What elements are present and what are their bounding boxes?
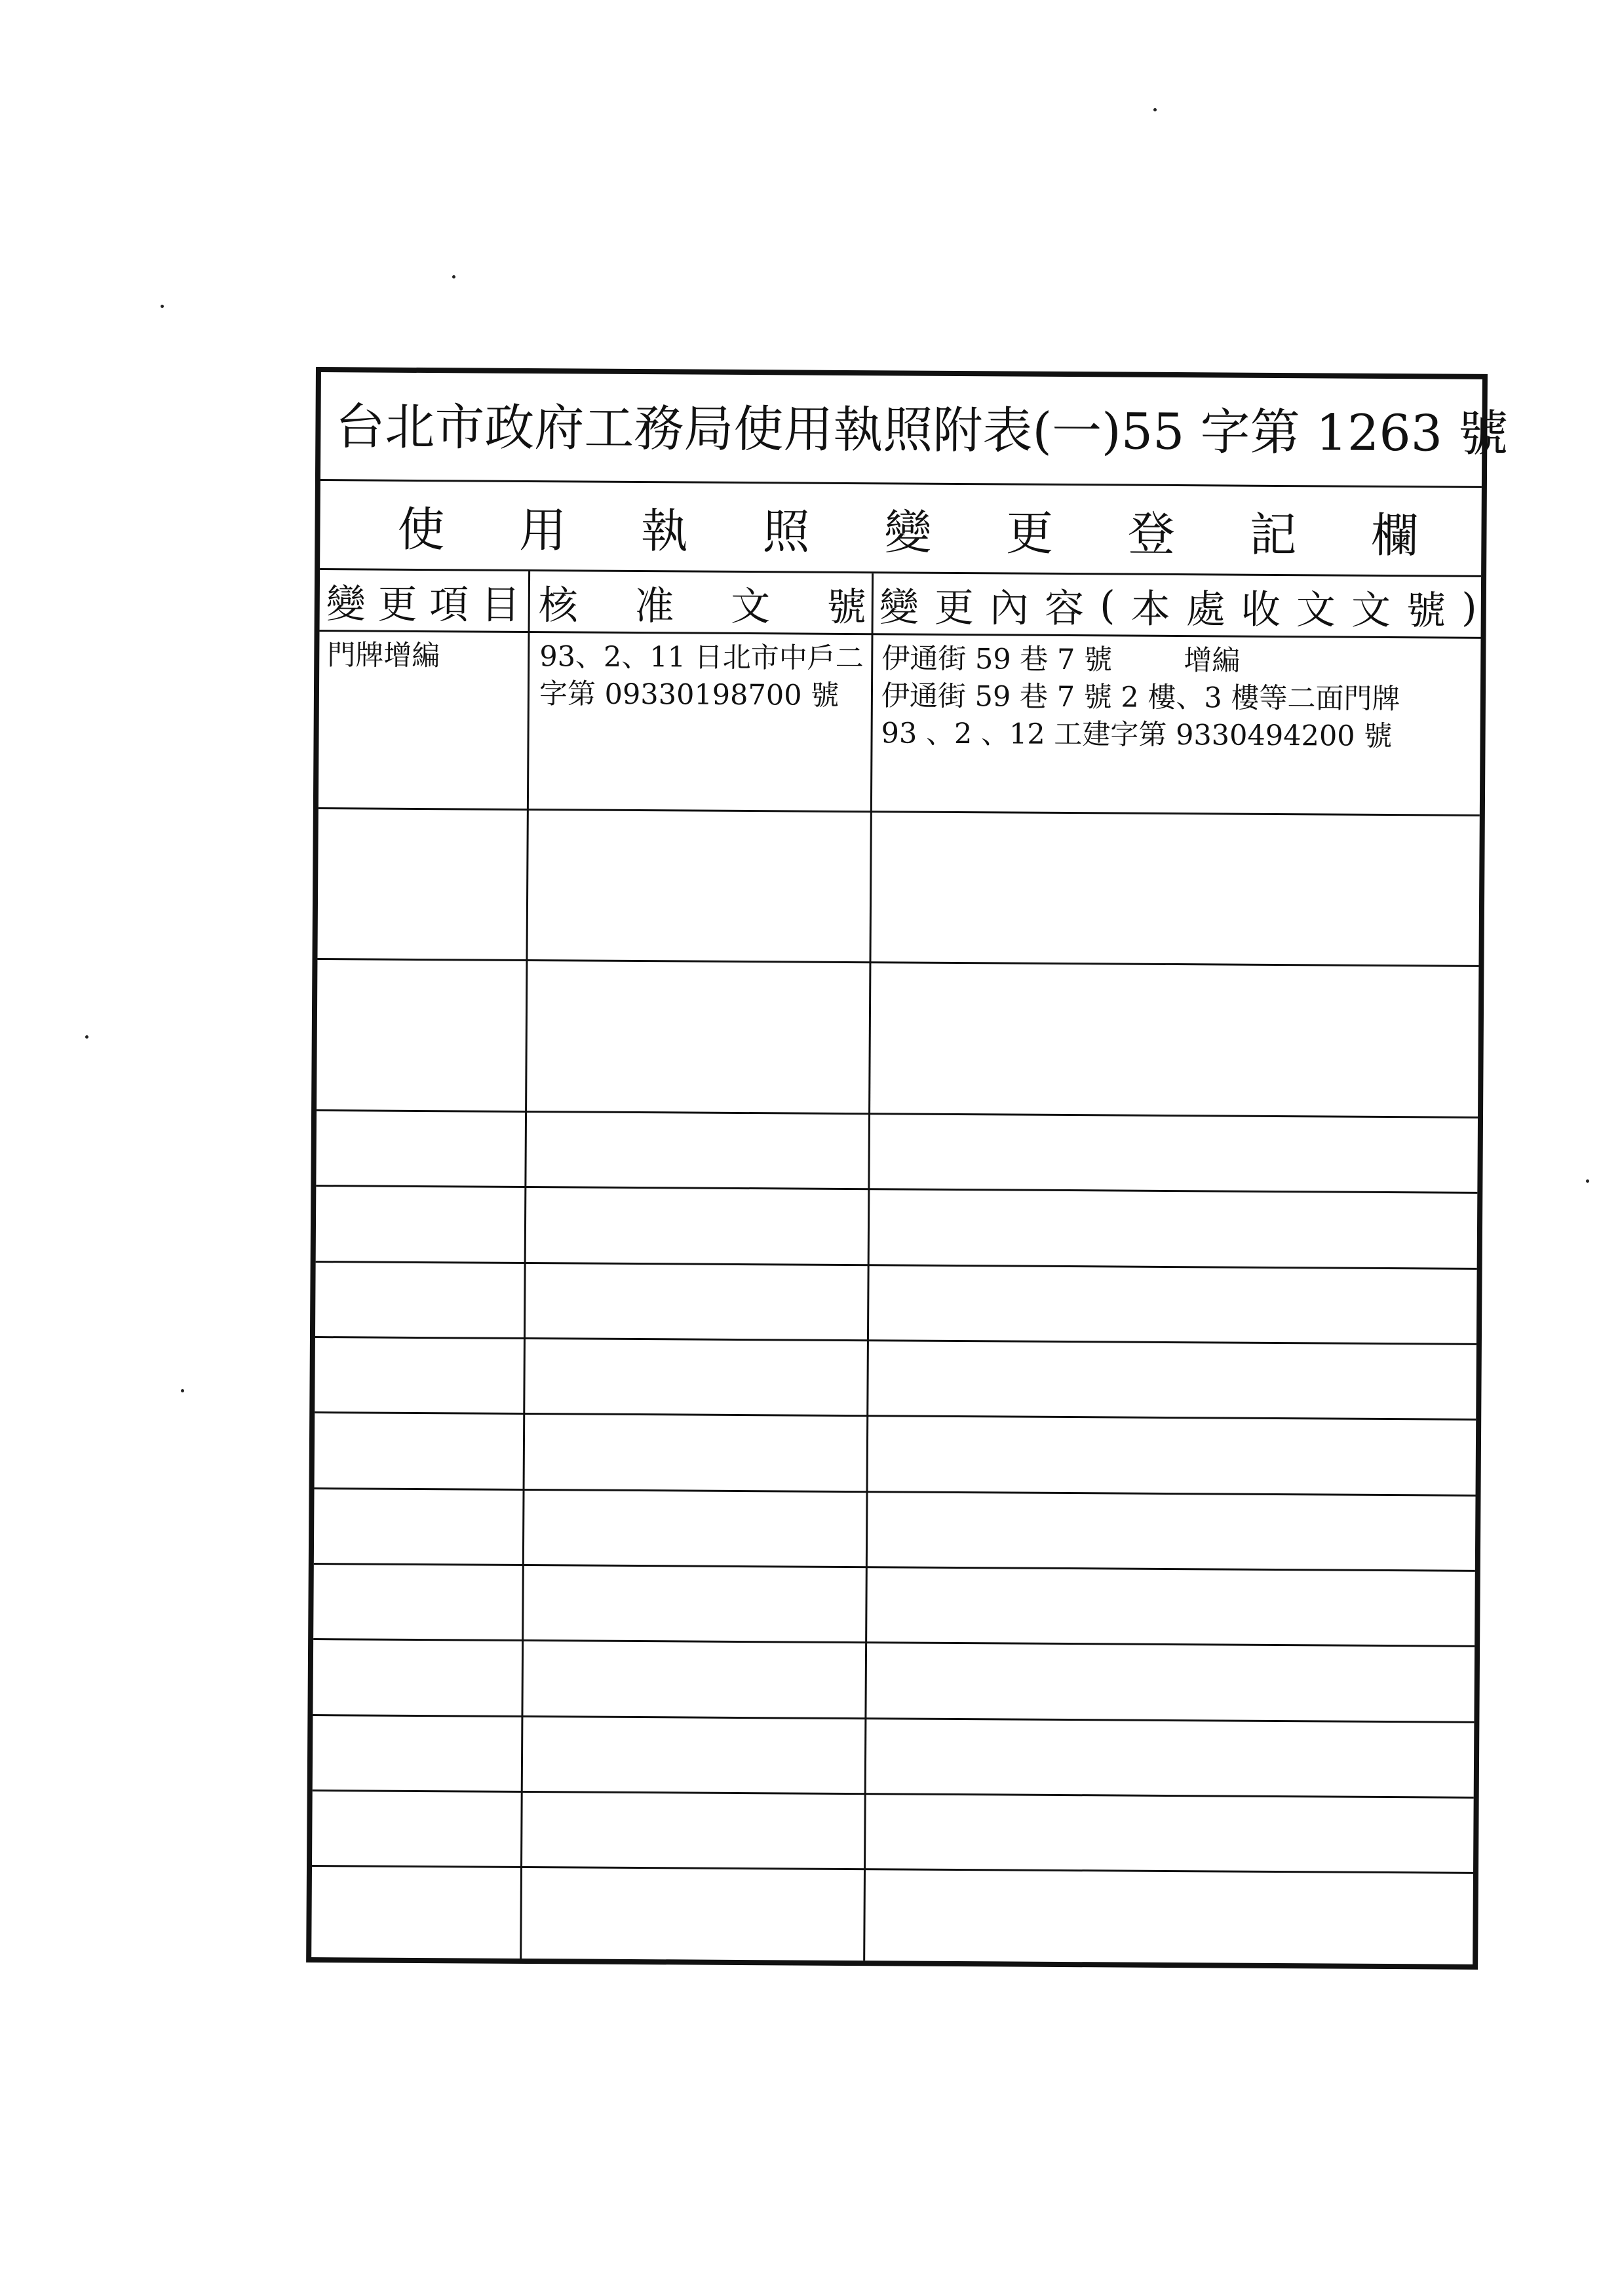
- row-divider: [317, 958, 1478, 967]
- subtitle-char: 欄: [1371, 507, 1419, 563]
- subtitle-char: 登: [1127, 506, 1176, 562]
- header-char: 文: [1296, 587, 1336, 634]
- column-header-change-content: [874, 573, 1482, 639]
- scan-speck: [1153, 108, 1157, 111]
- subtitle-char: 用: [518, 502, 567, 558]
- column-header-approval-number: [531, 571, 872, 635]
- row-divider: [313, 1638, 1475, 1647]
- header-char: 項: [429, 582, 469, 628]
- subtitle-char: 照: [762, 503, 810, 560]
- header-char: 本: [1130, 586, 1170, 632]
- header-char: 變: [879, 584, 919, 631]
- subtitle-char: 記: [1249, 507, 1297, 562]
- row-divider: [317, 1109, 1478, 1119]
- header-char: 內: [989, 585, 1030, 632]
- row-divider: [313, 1789, 1474, 1799]
- scan-speck: [161, 305, 164, 308]
- table-row-1-approval-line: 93、2、11 日北市中戶二: [539, 640, 864, 676]
- header-char: 准: [634, 583, 674, 630]
- header-char: 文: [1351, 587, 1391, 634]
- table-row-1-change-item: 門牌增編: [327, 639, 440, 673]
- table-row-1-content-line: 伊通街 59 巷 7 號 增編: [881, 642, 1241, 678]
- row-divider: [315, 1487, 1476, 1497]
- header-char: 更: [934, 584, 974, 632]
- column-divider: [520, 571, 530, 1959]
- column-header-change-item: [320, 570, 529, 633]
- header-char: 目: [480, 582, 520, 628]
- row-divider: [313, 1714, 1474, 1723]
- scan-speck: [181, 1389, 184, 1392]
- subtitle-char: 使: [397, 501, 445, 557]
- subtitle-char: 更: [1005, 505, 1054, 561]
- column-divider: [863, 573, 874, 1961]
- row-divider: [312, 1865, 1473, 1874]
- header-char: 處: [1186, 586, 1225, 633]
- scan-speck: [1586, 1179, 1589, 1183]
- header-char: 號: [1406, 588, 1446, 634]
- table-row-1-content-line: 伊通街 59 巷 7 號 2 樓、3 樓等二面門牌: [881, 679, 1400, 716]
- header-char: ): [1461, 584, 1477, 631]
- header-char: 文: [730, 583, 771, 630]
- row-divider: [315, 1336, 1476, 1345]
- table-row-1-content-line: 93 、2 、12 工建字第 9330494200 號: [881, 717, 1393, 754]
- row-divider: [316, 1185, 1477, 1194]
- table-row-1-approval-line: 字第 09330198700 號: [539, 678, 839, 712]
- column-header-row: [320, 570, 1482, 639]
- header-char: 核: [538, 583, 578, 629]
- row-divider: [318, 807, 1480, 816]
- usage-permit-change-form: [306, 367, 1509, 1970]
- scan-speck: [85, 1035, 88, 1039]
- header-char: (: [1099, 583, 1115, 629]
- form-title: 台北市政府工務局使用執照附表(一)55 字第 1263 號: [320, 372, 1482, 488]
- scan-speck: [452, 275, 455, 278]
- header-char: 更: [377, 581, 417, 628]
- header-char: 收: [1241, 586, 1281, 633]
- row-divider: [315, 1411, 1476, 1421]
- row-divider: [316, 1261, 1477, 1270]
- subtitle-char: 變: [884, 504, 932, 560]
- header-char: 容: [1044, 585, 1085, 632]
- subtitle-char: 執: [640, 503, 689, 558]
- row-divider: [314, 1563, 1475, 1572]
- header-char: 號: [826, 584, 866, 631]
- form-subtitle: [320, 481, 1482, 577]
- header-char: 變: [326, 581, 366, 628]
